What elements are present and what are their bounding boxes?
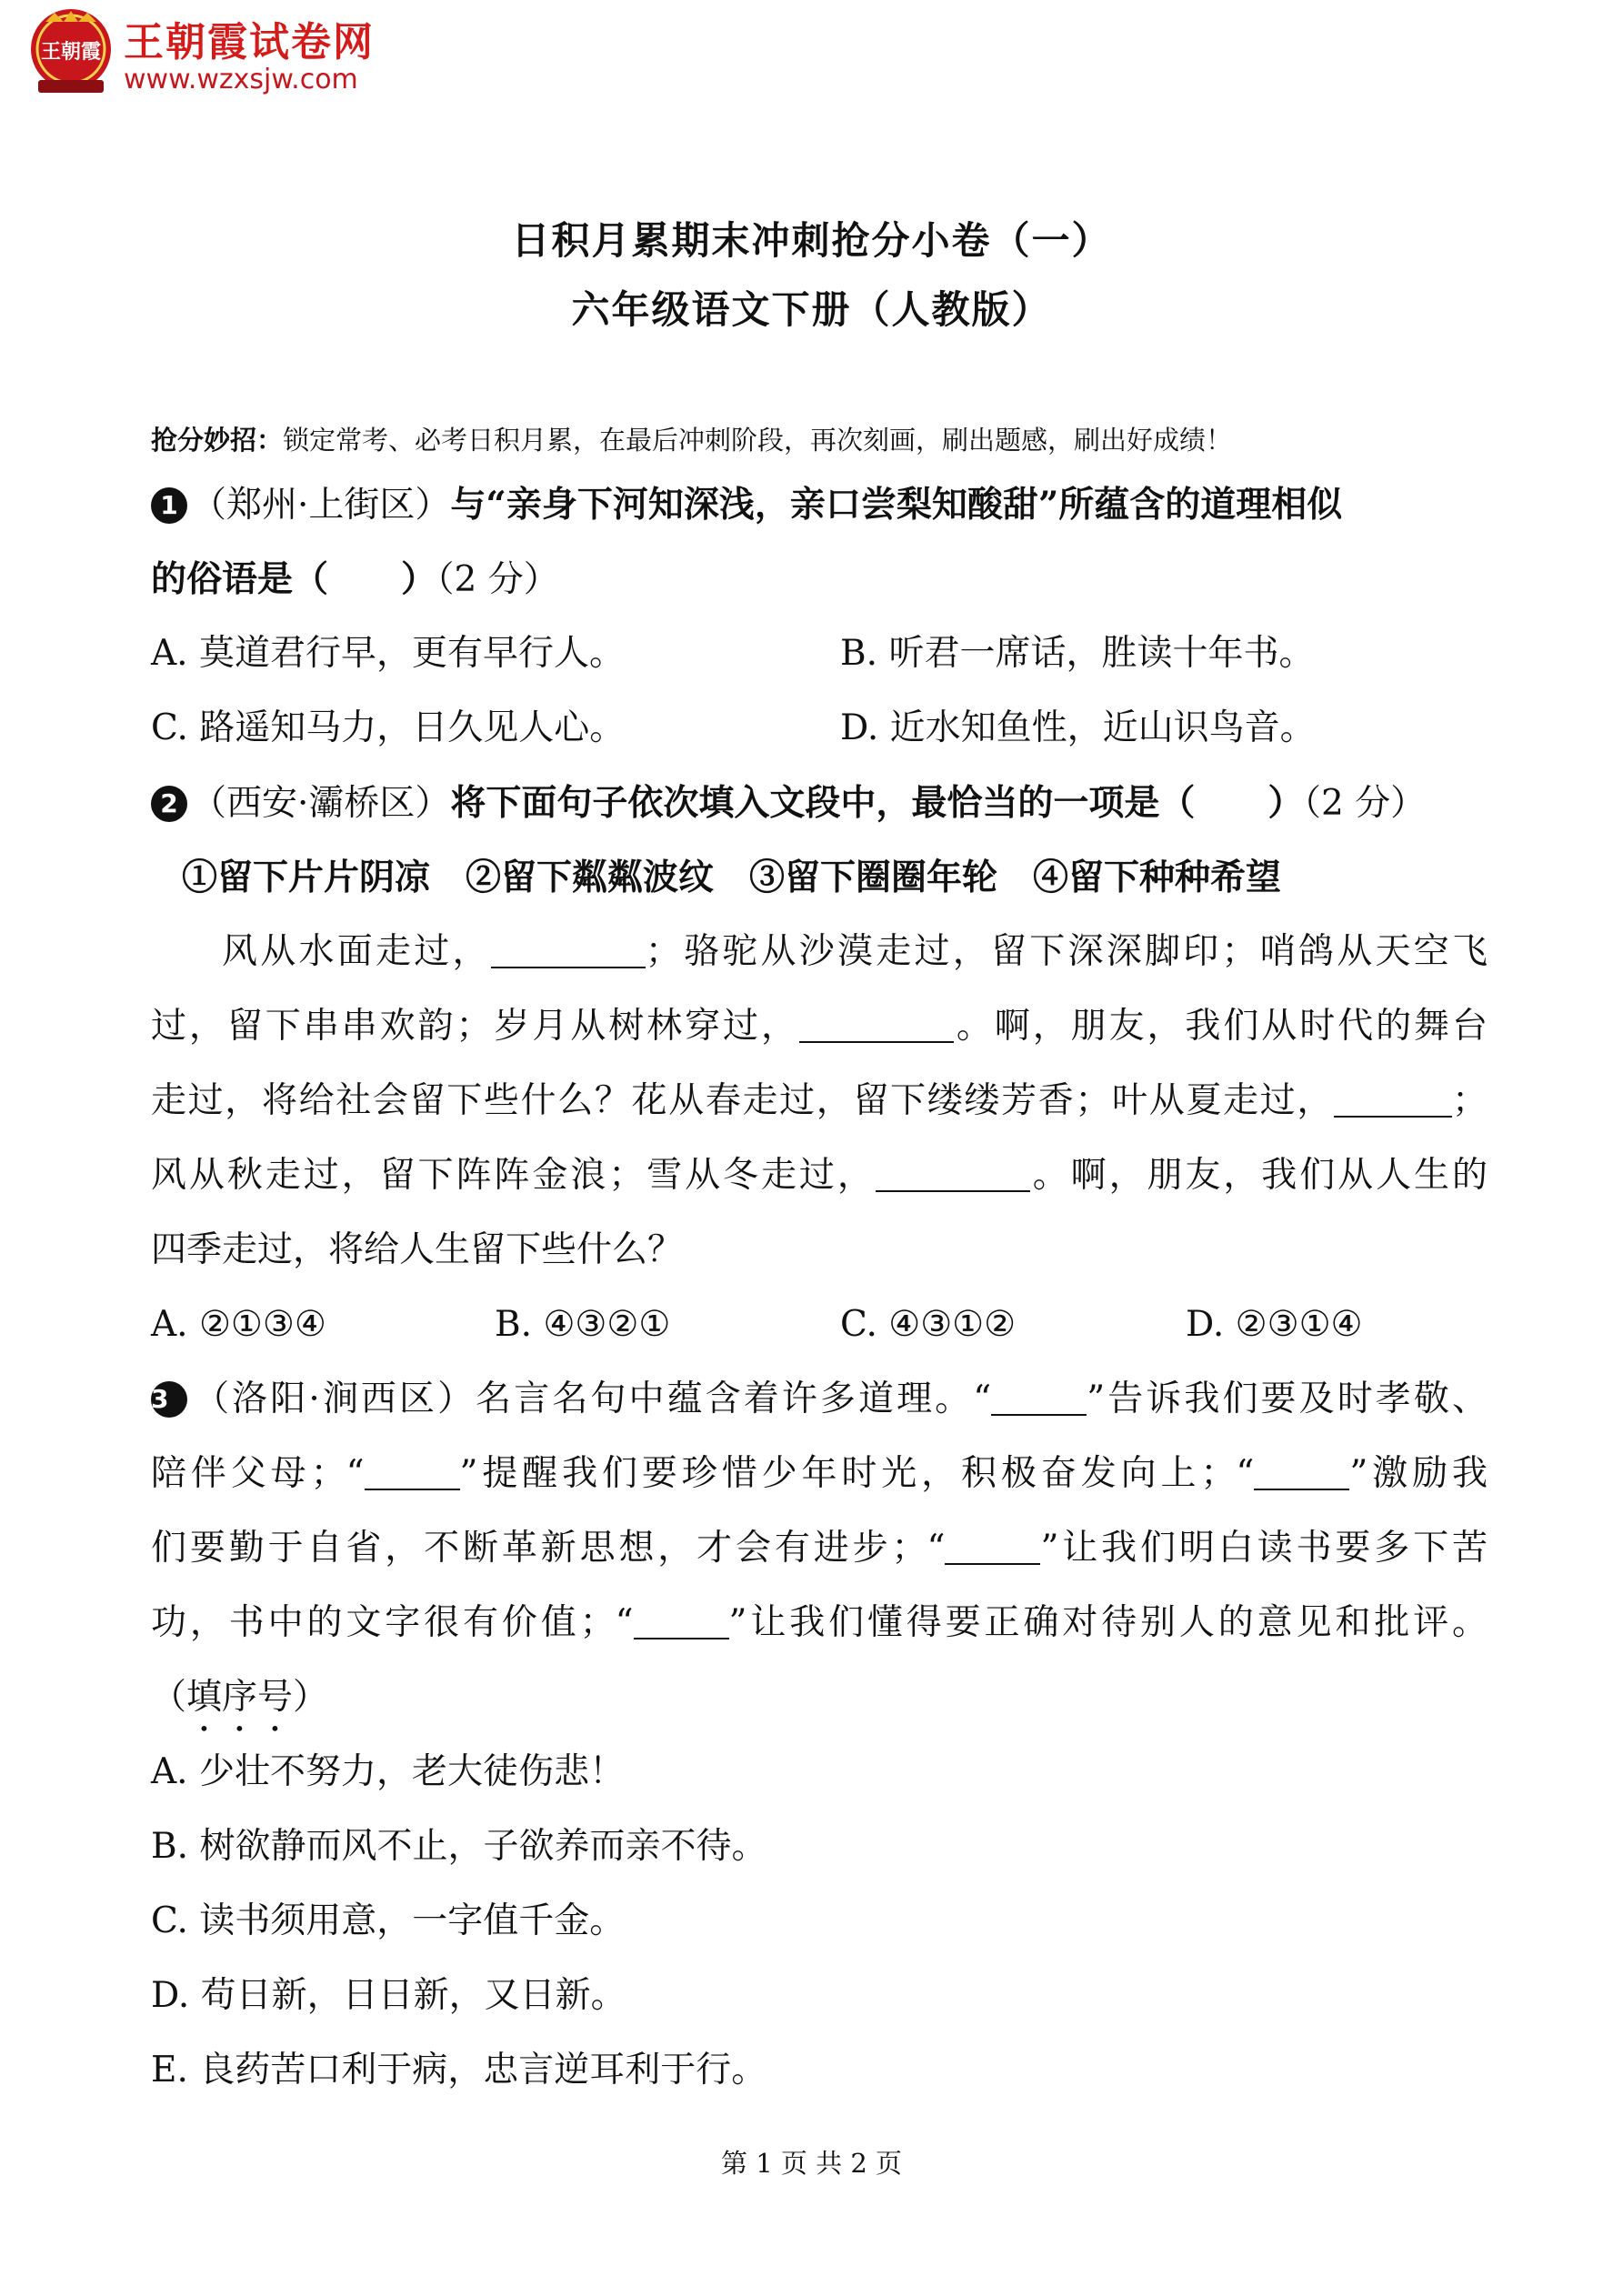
seal-emblem-icon (25, 5, 116, 96)
q2-option-c: C. ④③①② (840, 1304, 1017, 1345)
q2-option-b: B. ④③②① (495, 1304, 671, 1345)
q2-para-line4: 风从秋走过，留下阵阵金浪；雪从冬走过， 。啊，朋友，我们从人生的 (151, 1155, 1488, 1196)
q3-option-e: E. 良药苦口利于病，忠言逆耳利于行。 (151, 2050, 767, 2090)
q1-stem-line2: 的俗语是（ ）（2 分） (151, 558, 559, 600)
q3-note-emphasis: 填序号 (186, 1677, 294, 1718)
q2-option-d: D. ②③①④ (1186, 1304, 1363, 1345)
q2-score: （2 分） (1303, 783, 1427, 824)
q1-stem: 与“亲身下河知深浅，亲口尝梨知酸甜”所蕴含的道理相似 (450, 484, 1343, 526)
question-number-badge: 3 (151, 1381, 187, 1418)
fill-blank[interactable] (876, 1154, 1030, 1192)
brand-url[interactable]: www.wzxsjw.com (124, 64, 358, 95)
q1-score: （2 分） (436, 559, 559, 600)
q1-source: （郑州·上街区） (191, 485, 451, 526)
svg-text:王朝霞: 王朝霞 (40, 40, 102, 64)
q3-line4: 功，书中的文字很有价值；“ ”让我们懂得要正确对待别人的意见和批评。 (151, 1602, 1488, 1643)
q2-para-line1: 风从水面走过， ；骆驼从沙漠走过，留下深深脚印；哨鸽从天空飞 (222, 931, 1488, 972)
question-number-badge: 2 (151, 786, 187, 822)
q3-option-b: B. 树欲静而风不止，子欲养而亲不待。 (151, 1826, 767, 1867)
q2-stem: 2 （西安·灞桥区）将下面句子依次填入文段中，最恰当的一项是（ ）（2 分） (151, 780, 1488, 827)
q3-line2: 陪伴父母；“ ”提醒我们要珍惜少年时光，积极奋发向上；“ ”激励我 (151, 1453, 1488, 1494)
q2-option-a: A. ②①③④ (151, 1304, 326, 1345)
q1-option-d: D. 近水知鱼性，近山识鸟音。 (840, 707, 1316, 748)
fill-blank[interactable] (634, 1601, 729, 1639)
q3-note: （填序号） (151, 1677, 329, 1718)
fill-blank[interactable] (1254, 1452, 1349, 1490)
fill-blank[interactable] (365, 1452, 460, 1490)
tip-label: 抢分妙招： (151, 425, 284, 456)
q3-line3: 们要勤于自省，不断革新思想，才会有进步；“ ”让我们明白读书要多下苦 (151, 1528, 1488, 1569)
q1-option-b: B. 听君一席话，胜读十年书。 (840, 633, 1315, 674)
fill-blank[interactable] (1334, 1079, 1452, 1118)
fill-blank[interactable] (991, 1378, 1087, 1416)
tip-text: 锁定常考、必考日积月累，在最后冲刺阶段，再次刻画，刷出题感，刷出好成绩！ (283, 425, 1233, 456)
q3-option-c: C. 读书须用意，一字值千金。 (151, 1900, 626, 1941)
page-number: 第 1 页 共 2 页 (721, 2148, 902, 2179)
q2-para-line5: 四季走过，将给人生留下些什么？ (151, 1229, 684, 1270)
q1-option-c: C. 路遥知马力，日久见人心。 (151, 707, 626, 748)
q2-para-line2: 过，留下串串欢韵；岁月从树林穿过， 。啊，朋友，我们从时代的舞台 (151, 1006, 1488, 1047)
q3-line1: 3 （洛阳·涧西区）名言名句中蕴含着许多道理。“ ”告诉我们要及时孝敬、 (151, 1379, 1488, 1419)
q2-source: （西安·灞桥区） (191, 783, 451, 824)
q3-option-a: A. 少壮不努力，老大徒伤悲！ (151, 1751, 625, 1792)
q3-option-d: D. 苟日新，日日新，又日新。 (151, 1975, 626, 2016)
fill-blank[interactable] (945, 1527, 1040, 1565)
tip-line (151, 420, 1232, 457)
q3-source: （洛阳·涧西区） (191, 1379, 476, 1419)
q2-para-line3: 走过，将给社会留下些什么？花从春走过，留下缕缕芳香；叶从夏走过， ； (151, 1080, 1488, 1121)
q1-stem-line1 (151, 482, 1488, 528)
fill-blank[interactable] (491, 930, 646, 968)
question-number-badge: 1 (151, 487, 187, 524)
page-subtitle: 六年级语文下册（人教版） (571, 287, 1052, 332)
fill-blank[interactable] (799, 1005, 954, 1043)
brand-name: 王朝霞试卷网 (124, 19, 375, 65)
page-title: 日积月累期末冲刺抢分小卷（一） (511, 218, 1112, 263)
q1-option-a: A. 莫道君行早，更有早行人。 (151, 633, 625, 674)
q2-sentences: ①留下片片阴凉 ②留下粼粼波纹 ③留下圈圈年轮 ④留下种种希望 (182, 857, 1282, 898)
site-logo[interactable] (25, 5, 407, 105)
